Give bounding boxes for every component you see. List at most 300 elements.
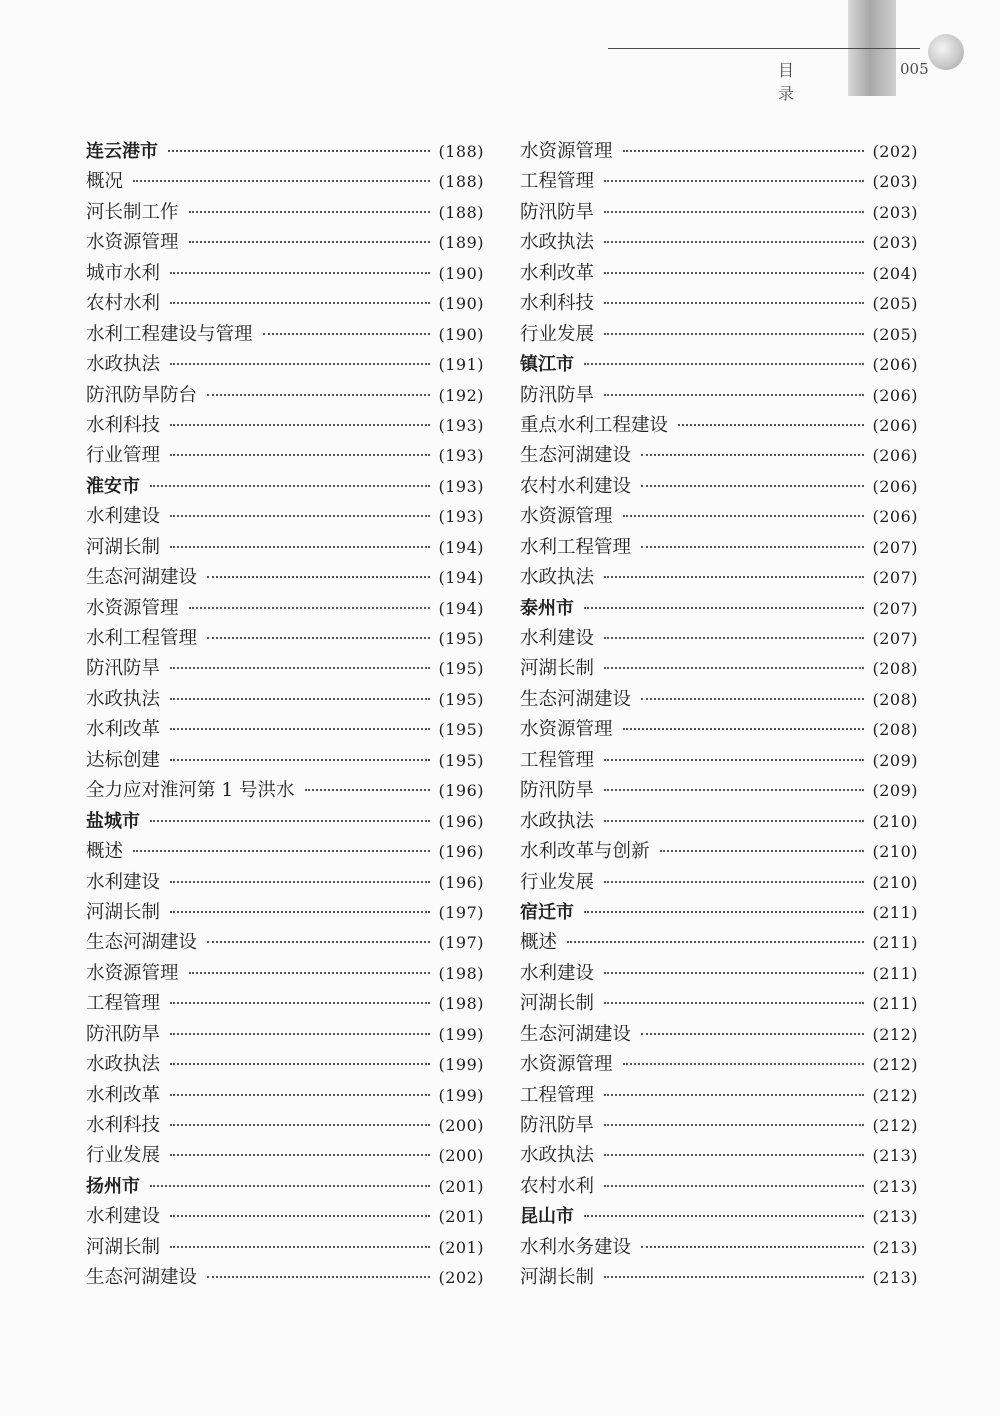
toc-entry-page: (208) (872, 689, 918, 709)
dot-leader (170, 911, 430, 913)
dot-leader (168, 150, 430, 152)
toc-entry[interactable] (520, 837, 918, 867)
toc-entry[interactable] (86, 776, 484, 806)
dot-leader (207, 576, 430, 578)
toc-entry-page: (196) (438, 781, 484, 801)
toc-entry-page: (188) (438, 172, 484, 192)
toc-entry-page: (192) (438, 385, 484, 405)
toc-entry[interactable] (86, 1263, 484, 1293)
toc-entry-page: (190) (438, 294, 484, 314)
toc-entry[interactable] (520, 1111, 918, 1141)
toc-entry[interactable] (86, 1081, 484, 1111)
toc-entry[interactable] (520, 198, 918, 228)
toc-entry-label: 水利建设 (86, 871, 161, 893)
dot-leader (604, 1094, 864, 1096)
toc-entry[interactable] (86, 502, 484, 532)
toc-entry-page: (209) (872, 781, 918, 801)
toc-entry[interactable] (520, 1141, 918, 1171)
toc-entry-page: (211) (872, 994, 918, 1014)
toc-entry-label: 连云港市 (86, 141, 158, 162)
toc-entry-label: 城市水利 (86, 262, 161, 284)
toc-entry-label: 农村水利 (520, 1175, 595, 1197)
dot-leader (170, 1215, 430, 1217)
toc-entry[interactable] (86, 685, 484, 715)
toc-entry-label: 水政执法 (520, 232, 595, 254)
toc-entry-label: 农村水利建设 (520, 475, 632, 497)
toc-entry-page: (196) (438, 811, 484, 831)
toc-entry[interactable] (520, 381, 918, 411)
toc-entry[interactable] (520, 807, 918, 837)
dot-leader (604, 272, 864, 274)
running-header-title: 目 录 (778, 61, 819, 103)
toc-entry-page: (191) (438, 355, 484, 375)
dot-leader (150, 820, 430, 822)
toc-entry-page: (204) (872, 263, 918, 283)
dot-leader (170, 698, 430, 700)
toc-entry-label: 水利工程管理 (520, 536, 632, 558)
toc-entry[interactable] (86, 959, 484, 989)
toc-entry[interactable] (520, 1081, 918, 1111)
toc-entry[interactable] (86, 289, 484, 319)
dot-leader (584, 363, 864, 365)
dot-leader (641, 1246, 864, 1248)
toc-entry-page: (203) (872, 202, 918, 222)
dot-leader (170, 1033, 430, 1035)
toc-entry[interactable] (520, 320, 918, 350)
toc-entry-page: (203) (872, 172, 918, 192)
toc-entry-page: (197) (438, 933, 484, 953)
dot-leader (170, 667, 430, 669)
dot-leader (623, 150, 865, 152)
toc-entry-label: 水政执法 (520, 1145, 595, 1167)
toc-entry-label: 河长制工作 (86, 201, 179, 223)
dot-leader (604, 881, 864, 883)
toc-entry-page: (195) (438, 720, 484, 740)
toc-entry-page: (199) (438, 1085, 484, 1105)
toc-entry[interactable] (86, 381, 484, 411)
toc-entry-page: (201) (438, 1237, 484, 1257)
toc-entry-label: 水利改革 (86, 1084, 161, 1106)
toc-city-heading[interactable] (86, 807, 484, 837)
toc-entry-label: 水资源管理 (520, 719, 613, 741)
toc-entry-page: (199) (438, 1055, 484, 1075)
toc-entry[interactable] (86, 259, 484, 289)
dot-leader (207, 394, 430, 396)
dot-leader (133, 850, 430, 852)
toc-entry-label: 泰州市 (520, 597, 574, 619)
toc-entry-label: 河湖长制 (86, 901, 161, 923)
toc-entry-label: 防汛防旱 (86, 1023, 161, 1045)
dot-leader (604, 333, 864, 335)
dot-leader (207, 1276, 430, 1278)
dot-leader (207, 637, 430, 639)
dot-leader (170, 546, 430, 548)
toc-entry-page: (200) (438, 1116, 484, 1135)
dot-leader (170, 424, 430, 426)
toc-entry-page: (212) (872, 1055, 918, 1075)
toc-entry-label: 生态河湖建设 (86, 567, 198, 589)
toc-entry-page: (194) (438, 598, 484, 618)
toc-entry[interactable] (520, 928, 918, 958)
toc-entry-label: 河湖长制 (86, 536, 161, 558)
toc-entry-label: 河湖长制 (520, 658, 595, 680)
toc-entry[interactable] (86, 837, 484, 867)
dot-leader (170, 272, 430, 274)
toc-entry-label: 水利科技 (520, 293, 595, 315)
dot-leader (604, 1154, 864, 1156)
toc-entry-page: (212) (872, 1024, 918, 1044)
page-number: 005 (900, 60, 929, 78)
toc-entry[interactable] (520, 563, 918, 593)
toc-entry-label: 水利工程建设与管理 (86, 323, 253, 345)
toc-entry-label: 防汛防旱 (520, 1115, 595, 1136)
toc-entry-page: (190) (438, 324, 484, 344)
toc-entry[interactable] (86, 198, 484, 228)
dot-leader (623, 515, 865, 517)
dot-leader (584, 1215, 864, 1217)
dot-leader (641, 454, 864, 456)
toc-entry[interactable] (520, 289, 918, 319)
toc-entry-label: 生态河湖建设 (520, 688, 632, 710)
toc-entry[interactable] (520, 776, 918, 806)
toc-entry[interactable] (520, 1263, 918, 1293)
toc-entry[interactable] (520, 959, 918, 989)
toc-city-heading[interactable] (86, 472, 484, 502)
toc-entry[interactable] (86, 411, 484, 441)
dot-leader (604, 759, 864, 761)
toc-entry[interactable] (86, 1020, 484, 1050)
toc-entry[interactable] (86, 594, 484, 624)
toc-entry-page: (209) (872, 750, 918, 770)
toc-entry-label: 水资源管理 (86, 232, 179, 254)
toc-entry-page: (208) (872, 659, 918, 679)
dot-leader (623, 728, 865, 730)
toc-entry-page: (188) (438, 142, 484, 161)
toc-entry[interactable] (86, 898, 484, 928)
toc-entry-label: 工程管理 (520, 171, 595, 193)
dot-leader (263, 333, 431, 335)
toc-entry-label: 昆山市 (520, 1206, 574, 1228)
dot-leader (170, 1246, 430, 1248)
toc-entry-page: (210) (872, 811, 918, 831)
toc-city-heading[interactable] (86, 137, 484, 167)
toc-entry-label: 重点水利工程建设 (520, 414, 669, 436)
toc-entry-page: (206) (872, 507, 918, 527)
toc-entry[interactable] (520, 1050, 918, 1080)
toc-entry-label: 防汛防旱 (520, 780, 595, 802)
toc-entry-label: 水政执法 (86, 354, 161, 376)
dot-leader (604, 1002, 864, 1004)
toc-entry-page: (211) (872, 902, 918, 922)
dot-leader (604, 180, 864, 182)
dot-leader (170, 728, 430, 730)
toc-entry[interactable] (520, 441, 918, 471)
toc-entry-page: (213) (872, 1146, 918, 1166)
dot-leader (604, 972, 864, 974)
toc-entry-label: 水利建设 (520, 628, 595, 649)
toc-entry[interactable] (520, 654, 918, 684)
toc-entry[interactable] (86, 989, 484, 1019)
toc-entry-label: 生态河湖建设 (520, 1023, 632, 1045)
dot-leader (604, 302, 864, 304)
dot-leader (604, 637, 864, 639)
dot-leader (170, 363, 430, 365)
toc-entry-label: 水利建设 (520, 962, 595, 984)
dot-leader (604, 1124, 864, 1126)
toc-entry-page: (212) (872, 1116, 918, 1135)
dot-leader (189, 972, 431, 974)
toc-entry-label: 防汛防旱 (520, 201, 595, 223)
toc-entry[interactable] (86, 928, 484, 958)
dot-leader (150, 1185, 430, 1187)
toc-entry-page: (205) (872, 294, 918, 314)
toc-entry-page: (213) (872, 1237, 918, 1257)
toc-entry-page: (203) (872, 233, 918, 253)
dot-leader (170, 454, 430, 456)
toc-entry-label: 水利科技 (86, 1115, 161, 1136)
toc-entry[interactable] (520, 259, 918, 289)
toc-entry-label: 生态河湖建设 (86, 932, 198, 954)
dot-leader (170, 1063, 430, 1065)
toc-entry[interactable] (520, 411, 918, 441)
dot-leader (604, 241, 864, 243)
toc-entry-page: (206) (872, 355, 918, 375)
toc-entry-label: 水利建设 (86, 1206, 161, 1228)
dot-leader (170, 881, 430, 883)
toc-entry-page: (208) (872, 720, 918, 740)
toc-entry-page: (205) (872, 324, 918, 344)
toc-entry[interactable] (520, 472, 918, 502)
dot-leader (133, 180, 430, 182)
toc-entry-page: (194) (438, 568, 484, 588)
toc-entry-page: (207) (872, 568, 918, 588)
toc-entry-label: 全力应对淮河第 1 号洪水 (86, 780, 295, 802)
toc-entry[interactable] (86, 1141, 484, 1171)
toc-entry-page: (213) (872, 1268, 918, 1288)
toc-entry-page: (206) (872, 476, 918, 496)
toc-entry-page: (206) (872, 446, 918, 466)
toc-entry-page: (211) (872, 933, 918, 953)
toc-entry-label: 水利改革 (86, 719, 161, 741)
toc-entry-label: 水资源管理 (520, 1054, 613, 1076)
toc-entry[interactable] (520, 1172, 918, 1202)
toc-column-right (520, 137, 918, 1294)
toc-entry-page: (188) (438, 202, 484, 222)
toc-entry-label: 工程管理 (520, 749, 595, 771)
toc-entry-label: 防汛防旱防台 (86, 384, 198, 406)
toc-entry-page: (195) (438, 659, 484, 679)
dot-leader (170, 515, 430, 517)
toc-entry[interactable] (520, 1020, 918, 1050)
toc-entry[interactable] (520, 685, 918, 715)
toc-entry-page: (196) (438, 842, 484, 862)
toc-entry-label: 行业发展 (520, 871, 595, 893)
toc-entry-page: (213) (872, 1207, 918, 1227)
toc-entry[interactable] (86, 1202, 484, 1232)
toc-entry[interactable] (86, 320, 484, 350)
dot-leader (170, 1002, 430, 1004)
dot-leader (641, 1033, 864, 1035)
toc-entry-page: (193) (438, 507, 484, 527)
toc-entry-label: 概况 (86, 171, 124, 193)
toc-entry-page: (212) (872, 1085, 918, 1105)
toc-entry-page: (202) (438, 1268, 484, 1288)
dot-leader (604, 211, 864, 213)
toc-entry[interactable] (86, 441, 484, 471)
toc-entry-page: (207) (872, 629, 918, 648)
toc-entry[interactable] (520, 1233, 918, 1263)
toc-entry[interactable] (520, 715, 918, 745)
toc-entry-label: 水资源管理 (86, 597, 179, 619)
dot-leader (170, 759, 430, 761)
toc-entry-page: (193) (438, 446, 484, 466)
toc-entry-page: (201) (438, 1207, 484, 1227)
toc-entry-page: (210) (872, 842, 918, 862)
toc-entry-label: 工程管理 (520, 1084, 595, 1106)
toc-entry[interactable] (86, 624, 484, 654)
toc-entry-label: 水政执法 (86, 1054, 161, 1076)
toc-entry-label: 水资源管理 (86, 962, 179, 984)
dot-leader (604, 1276, 864, 1278)
toc-entry-page: (199) (438, 1024, 484, 1044)
toc-entry-label: 河湖长制 (520, 993, 595, 1015)
dot-leader (678, 424, 864, 426)
toc-entry-page: (210) (872, 872, 918, 892)
toc-city-heading[interactable] (520, 594, 918, 624)
dot-leader (604, 789, 864, 791)
toc-entry-label: 河湖长制 (86, 1236, 161, 1258)
toc-entry-page: (193) (438, 476, 484, 496)
toc-entry-label: 镇江市 (520, 354, 574, 376)
toc-entry[interactable] (86, 167, 484, 197)
toc-city-heading[interactable] (520, 1202, 918, 1232)
toc-entry[interactable] (520, 167, 918, 197)
toc-entry[interactable] (86, 533, 484, 563)
toc-entry-page: (194) (438, 537, 484, 557)
dot-leader (604, 394, 864, 396)
dot-leader (207, 941, 430, 943)
toc-entry-page: (190) (438, 263, 484, 283)
toc-city-heading[interactable] (86, 1172, 484, 1202)
toc-entry-label: 河湖长制 (520, 1267, 595, 1289)
toc-entry-label: 行业发展 (520, 323, 595, 345)
toc-entry-page: (206) (872, 385, 918, 405)
toc-entry-page: (195) (438, 629, 484, 648)
toc-entry-page: (189) (438, 233, 484, 253)
dot-leader (170, 1094, 430, 1096)
toc-entry-page: (207) (872, 537, 918, 557)
toc-entry-label: 防汛防旱 (86, 658, 161, 680)
toc-entry-label: 宿迁市 (520, 901, 574, 923)
toc-entry[interactable] (520, 624, 918, 654)
toc-city-heading[interactable] (520, 898, 918, 928)
toc-entry[interactable] (520, 137, 918, 167)
dot-leader (660, 850, 865, 852)
toc-entry-label: 生态河湖建设 (520, 445, 632, 467)
toc-entry-page: (213) (872, 1176, 918, 1196)
dot-leader (170, 1154, 430, 1156)
toc-entry-page: (211) (872, 963, 918, 983)
toc-entry-label: 水政执法 (86, 688, 161, 710)
toc-entry-label: 淮安市 (86, 475, 140, 497)
toc-entry-label: 水资源管理 (520, 141, 613, 162)
toc-entry-label: 概述 (520, 932, 558, 954)
toc-entry-page: (196) (438, 872, 484, 892)
toc-entry-page: (195) (438, 750, 484, 770)
toc-entry-label: 盐城市 (86, 810, 140, 832)
dot-leader (584, 607, 864, 609)
toc-entry-label: 达标创建 (86, 749, 161, 771)
toc-entry-label: 水资源管理 (520, 506, 613, 528)
dot-leader (150, 485, 430, 487)
dot-leader (604, 576, 864, 578)
dot-leader (567, 941, 864, 943)
dot-leader (641, 698, 864, 700)
toc-entry[interactable] (86, 563, 484, 593)
toc-entry-label: 工程管理 (86, 993, 161, 1015)
toc-entry[interactable] (520, 868, 918, 898)
toc-entry-page: (201) (438, 1176, 484, 1196)
toc-entry-label: 水政执法 (520, 810, 595, 832)
toc-entry-page: (193) (438, 415, 484, 435)
toc-entry[interactable] (86, 1050, 484, 1080)
toc-entry-label: 水政执法 (520, 567, 595, 589)
toc-entry-page: (198) (438, 994, 484, 1014)
toc-entry[interactable] (520, 228, 918, 258)
dot-leader (189, 607, 431, 609)
dot-leader (641, 546, 864, 548)
toc-entry-label: 水利工程管理 (86, 628, 198, 649)
toc-entry-label: 行业管理 (86, 445, 161, 467)
toc-city-heading[interactable] (520, 350, 918, 380)
toc-entry-label: 水利科技 (86, 414, 161, 436)
toc-entry[interactable] (520, 746, 918, 776)
dot-leader (604, 820, 864, 822)
dot-leader (170, 302, 430, 304)
toc-entry[interactable] (520, 533, 918, 563)
toc-entry-label: 概述 (86, 841, 124, 863)
toc-entry-label: 水利建设 (86, 506, 161, 528)
toc-entry[interactable] (520, 989, 918, 1019)
toc-column-left (86, 137, 484, 1294)
toc-entry[interactable] (520, 502, 918, 532)
dot-leader (623, 1063, 865, 1065)
toc-entry[interactable] (86, 868, 484, 898)
toc-entry[interactable] (86, 228, 484, 258)
toc-entry-page: (206) (872, 415, 918, 435)
dot-leader (305, 789, 431, 791)
header-circle-ornament (928, 34, 964, 70)
dot-leader (189, 211, 431, 213)
toc-entry-page: (202) (872, 142, 918, 161)
dot-leader (189, 241, 431, 243)
toc-entry[interactable] (86, 654, 484, 684)
toc-entry[interactable] (86, 1111, 484, 1141)
dot-leader (604, 1185, 864, 1187)
toc-entry[interactable] (86, 746, 484, 776)
dot-leader (641, 485, 864, 487)
toc-entry-page: (207) (872, 598, 918, 618)
dot-leader (170, 1124, 430, 1126)
toc-entry-page: (198) (438, 963, 484, 983)
toc-entry-page: (195) (438, 689, 484, 709)
header-rule (608, 48, 920, 49)
toc-entry[interactable] (86, 350, 484, 380)
toc-entry-label: 水利水务建设 (520, 1236, 632, 1258)
toc-entry[interactable] (86, 715, 484, 745)
toc-entry[interactable] (86, 1233, 484, 1263)
dot-leader (584, 911, 864, 913)
